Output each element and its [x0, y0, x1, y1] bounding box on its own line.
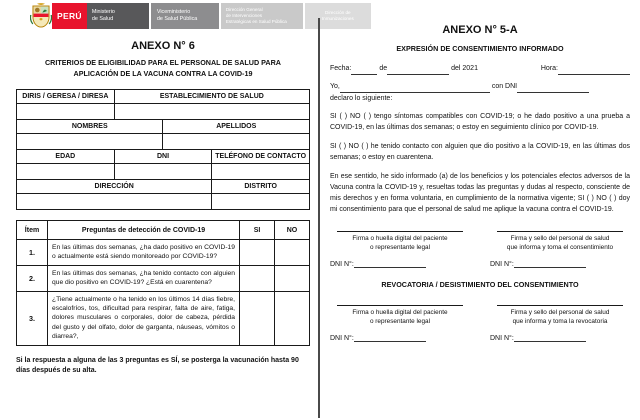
- peru-coat-of-arms-icon: [30, 3, 52, 29]
- col-item: Ítem: [17, 221, 48, 240]
- patient-revocation-dni-row: [330, 335, 470, 342]
- answer-si-cell[interactable]: [240, 265, 275, 291]
- immunizations-line-1: Dirección de: [325, 10, 351, 15]
- consent-paragraph[interactable]: En ese sentido, he sido informado (a) de los beneficios y los potenciales efectos adversos de la Vacuna contra la COVID-19 y, resueltas todas las preguntas y dudas al respecto, consciente de mis derechos y en forma voluntaria, en cumplimiento de la normativa vigente; SI ( ) NO ( ) doy mi consentimiento para que el personal de salud me aplique la vacuna contra el COVID-19.: [330, 173, 630, 213]
- staff-signature-line[interactable]: [497, 231, 623, 232]
- patient-signature-label-1: Firma o huella digital del paciente: [352, 235, 448, 242]
- patient-dni-row: [330, 261, 470, 268]
- table-row: [17, 265, 310, 291]
- name-dni-row: [330, 81, 630, 93]
- anexo-6-title: ANEXO N° 6: [131, 40, 195, 52]
- answer-no-cell[interactable]: [275, 240, 310, 266]
- field-edad[interactable]: [17, 164, 115, 180]
- answer-no-cell[interactable]: [275, 265, 310, 291]
- patient-dni-input[interactable]: [354, 267, 426, 268]
- table-row: [17, 194, 310, 210]
- table-row: [17, 164, 310, 180]
- anexo-5a-subtitle: EXPRESIÓN DE CONSENTIMIENTO INFORMADO: [396, 44, 564, 53]
- con-dni-label: con DNI: [491, 83, 518, 90]
- header-dni: DNI: [114, 150, 212, 164]
- header-edad: EDAD: [17, 150, 115, 164]
- patient-revocation-signature-line[interactable]: [337, 305, 463, 306]
- dni-label: DNI N°:: [330, 335, 354, 342]
- anexo-6-subtitle: CRITERIOS DE ELIGIBILIDAD PARA EL PERSONAL DE SALUD PARA APLICACIÓN DE LA VACUNA CONTRA LA COVID-19: [44, 58, 281, 78]
- peru-brand-block: [52, 3, 87, 29]
- field-apellidos[interactable]: [163, 134, 310, 150]
- revocation-signature-block: [330, 305, 630, 342]
- de-label: de: [379, 65, 388, 72]
- question-text: En las últimas dos semanas, ¿ha tenido contacto con alguien que dio positivo en COVID-19? ¿Está en cuarentena?: [48, 265, 240, 291]
- dni-label: DNI N°:: [330, 261, 354, 268]
- patient-signature-col: [330, 231, 470, 268]
- field-distrito[interactable]: [212, 194, 310, 210]
- field-nombres[interactable]: [17, 134, 163, 150]
- col-no: NO: [275, 221, 310, 240]
- table-row: [17, 134, 310, 150]
- staff-revocation-dni-input[interactable]: [514, 341, 586, 342]
- fecha-day-input[interactable]: [351, 74, 377, 75]
- staff-signature-label-2: que informa y toma el consentimiento: [506, 244, 614, 251]
- immunizations-line-2: Inmunizaciones: [321, 16, 354, 21]
- field-diris[interactable]: [17, 104, 115, 120]
- field-direccion[interactable]: [17, 194, 212, 210]
- field-establecimiento[interactable]: [114, 104, 309, 120]
- table-header-row: [17, 221, 310, 240]
- patient-revocation-col: [330, 305, 470, 342]
- hora-input[interactable]: [558, 74, 630, 75]
- question-text: ¿Tiene actualmente o ha tenido en los últimos 14 días fiebre, escalofríos, tos, dificultad para respirar, falta de aire, fatiga, dolores musculares o corporales, dolor de cabeza, pérdida del gusto y del olfato, dolor de garganta, náuseas, vómitos o diarrea?,: [48, 291, 240, 345]
- dni-label: DNI N°:: [490, 335, 514, 342]
- staff-dni-input[interactable]: [514, 267, 586, 268]
- dgiesp-block: [221, 3, 303, 29]
- col-si: SI: [240, 221, 275, 240]
- fecha-label: Fecha:: [330, 65, 352, 72]
- answer-si-cell[interactable]: [240, 240, 275, 266]
- dni-input[interactable]: [517, 92, 589, 93]
- viceministry-block: [151, 3, 219, 29]
- patient-signature-line[interactable]: [337, 231, 463, 232]
- ministry-line-1: Ministerio: [91, 9, 115, 15]
- anexo-5a-panel: [330, 24, 630, 342]
- personal-info-table: [16, 89, 310, 210]
- consent-signature-block: [330, 231, 630, 268]
- anio-label: del 2021: [451, 65, 478, 72]
- patient-revocation-label-2: o representante legal: [369, 318, 431, 325]
- answer-si-cell[interactable]: [240, 291, 275, 345]
- dgiesp-line-2: de Intervenciones: [225, 13, 263, 18]
- table-row: [17, 120, 310, 134]
- header-apellidos: APELLIDOS: [163, 120, 310, 134]
- question-number: 1.: [17, 240, 48, 266]
- answer-no-cell[interactable]: [275, 291, 310, 345]
- table-row: [17, 90, 310, 104]
- header-direccion: DIRECCIÓN: [17, 180, 212, 194]
- header-telefono: TELÉFONO DE CONTACTO: [212, 150, 310, 164]
- header-nombres: NOMBRES: [17, 120, 163, 134]
- staff-revocation-label-2: que informa y toma la revocatoria: [512, 318, 608, 325]
- yo-label: Yo,: [330, 83, 340, 90]
- header-establecimiento: ESTABLECIMIENTO DE SALUD: [114, 90, 309, 104]
- question-number: 2.: [17, 265, 48, 291]
- nombre-input[interactable]: [340, 92, 490, 93]
- date-time-row: [330, 63, 630, 75]
- staff-signature-label-1: Firma y sello del personal de salud: [510, 235, 610, 242]
- dgiesp-line-3: Estratégicas en Salud Pública: [225, 19, 287, 24]
- patient-revocation-label-1: Firma o huella digital del paciente: [352, 309, 448, 316]
- staff-revocation-dni-row: [490, 335, 630, 342]
- staff-revocation-label-1: Firma y sello del personal de salud: [510, 309, 610, 316]
- table-row: [17, 240, 310, 266]
- table-row: [17, 104, 310, 120]
- dgiesp-line-1: Dirección General: [225, 7, 263, 12]
- screening-questions-table: [16, 220, 310, 346]
- declaration-1[interactable]: SI ( ) NO ( ) tengo síntomas compatibles con COVID-19; o he dado positivo a una prueba a COVID-19, en las últimas dos semanas; o estoy en seguimiento clínico por COVID-19.: [330, 113, 630, 131]
- viceministry-line-2: de Salud Pública: [156, 16, 198, 22]
- hora-label: Hora:: [540, 65, 558, 72]
- revocatoria-title: REVOCATORIA / DESISTIMIENTO DEL CONSENTIMIENTO: [381, 280, 579, 289]
- header-diris: DIRIS / GERESA / DIRESA: [17, 90, 115, 104]
- fecha-month-input[interactable]: [387, 74, 449, 75]
- table-row: [17, 291, 310, 345]
- staff-dni-row: [490, 261, 630, 268]
- page-divider: [318, 18, 320, 418]
- viceministry-line-1: Viceministerio: [156, 9, 191, 15]
- ministry-of-health-block: [87, 3, 149, 29]
- col-preguntas: Preguntas de detección de COVID-19: [48, 221, 240, 240]
- question-number: 3.: [17, 291, 48, 345]
- declaration-2[interactable]: SI ( ) NO ( ) he tenido contacto con alguien que dio positivo a la COVID-19, en las últimas dos semanas; o estoy en cuarentena.: [330, 143, 630, 161]
- patient-signature-label-2: o representante legal: [369, 244, 431, 251]
- patient-revocation-dni-input[interactable]: [354, 341, 426, 342]
- peru-label: PERÚ: [57, 11, 82, 21]
- table-row: [17, 180, 310, 194]
- staff-signature-col: [490, 231, 630, 268]
- field-dni[interactable]: [114, 164, 212, 180]
- table-row: [17, 150, 310, 164]
- question-text: En las últimas dos semanas, ¿ha dado positivo en COVID-19 o actualmente está siendo monitoreado por COVID-19?: [48, 240, 240, 266]
- declaro-label: declaro lo siguiente:: [330, 95, 393, 102]
- staff-revocation-col: [490, 305, 630, 342]
- field-telefono[interactable]: [212, 164, 310, 180]
- anexo-5a-title: ANEXO N° 5-A: [442, 24, 518, 36]
- ministry-line-2: de Salud: [91, 16, 114, 22]
- staff-revocation-signature-line[interactable]: [497, 305, 623, 306]
- dni-label: DNI N°:: [490, 261, 514, 268]
- header-distrito: DISTRITO: [212, 180, 310, 194]
- postponement-note: Si la respuesta a alguna de las 3 preguntas es SÍ, se posterga la vacunación hasta 90 días después de su alta.: [16, 356, 299, 375]
- anexo-6-panel: [16, 36, 310, 377]
